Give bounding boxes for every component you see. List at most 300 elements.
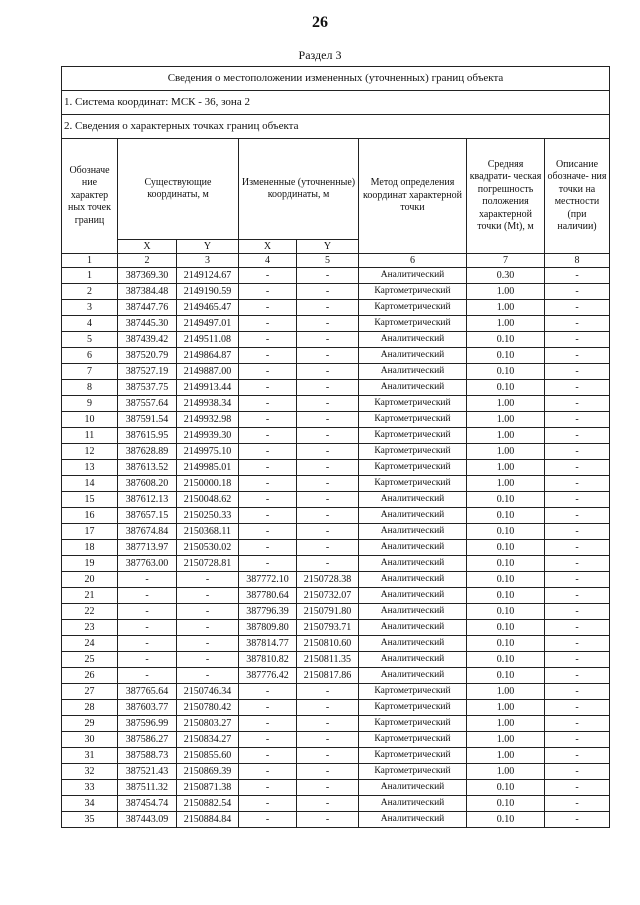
point-number-cell: 9 — [62, 396, 118, 412]
table-row — [62, 748, 610, 764]
existing-y-cell: - — [177, 620, 239, 636]
method-cell: Аналитический — [359, 812, 467, 828]
existing-x-cell: - — [118, 604, 177, 620]
description-cell: - — [545, 460, 610, 476]
changed-x-cell: - — [239, 316, 297, 332]
changed-y-cell: - — [297, 556, 359, 572]
description-cell: - — [545, 764, 610, 780]
description-cell: - — [545, 508, 610, 524]
existing-x-cell: - — [118, 636, 177, 652]
existing-x-cell: 387763.00 — [118, 556, 177, 572]
accuracy-cell: 1.00 — [467, 460, 545, 476]
existing-y-cell: 2150884.84 — [177, 812, 239, 828]
table-row — [62, 700, 610, 716]
existing-x-cell: 387521.43 — [118, 764, 177, 780]
method-cell: Аналитический — [359, 540, 467, 556]
table-row — [62, 412, 610, 428]
description-cell: - — [545, 700, 610, 716]
changed-x-cell: - — [239, 460, 297, 476]
existing-x-cell: 387520.79 — [118, 348, 177, 364]
existing-y-cell: 2150871.38 — [177, 780, 239, 796]
changed-x-cell: 387772.10 — [239, 572, 297, 588]
changed-x-cell: 387796.39 — [239, 604, 297, 620]
description-cell: - — [545, 716, 610, 732]
table-row — [62, 556, 610, 572]
existing-x-cell: 387603.77 — [118, 700, 177, 716]
column-number: 3 — [177, 254, 239, 268]
method-cell: Аналитический — [359, 652, 467, 668]
page-number: 26 — [312, 14, 328, 31]
description-cell: - — [545, 444, 610, 460]
table-row — [62, 508, 610, 524]
accuracy-cell: 0.10 — [467, 620, 545, 636]
existing-x-cell: 387384.48 — [118, 284, 177, 300]
table-row — [62, 668, 610, 684]
description-cell: - — [545, 812, 610, 828]
point-number-cell: 28 — [62, 700, 118, 716]
method-cell: Картометрический — [359, 412, 467, 428]
existing-x-cell: - — [118, 652, 177, 668]
column-number: 1 — [62, 254, 118, 268]
table-row — [62, 572, 610, 588]
existing-x-cell: 387765.64 — [118, 684, 177, 700]
changed-x-cell: - — [239, 524, 297, 540]
point-number-cell: 22 — [62, 604, 118, 620]
point-number-cell: 1 — [62, 268, 118, 284]
changed-x-cell: - — [239, 732, 297, 748]
table-row — [62, 684, 610, 700]
table-row — [62, 428, 610, 444]
method-cell: Аналитический — [359, 780, 467, 796]
header-existing-x: X — [118, 240, 177, 254]
point-number-cell: 12 — [62, 444, 118, 460]
method-cell: Аналитический — [359, 572, 467, 588]
method-cell: Аналитический — [359, 668, 467, 684]
changed-y-cell: - — [297, 268, 359, 284]
existing-x-cell: 387527.19 — [118, 364, 177, 380]
changed-x-cell: - — [239, 556, 297, 572]
changed-x-cell: - — [239, 412, 297, 428]
existing-y-cell: 2150803.27 — [177, 716, 239, 732]
header-method: Метод определения координат характерной точки — [359, 139, 467, 254]
table-row — [62, 444, 610, 460]
accuracy-cell: 0.10 — [467, 524, 545, 540]
accuracy-cell: 1.00 — [467, 748, 545, 764]
existing-y-cell: - — [177, 652, 239, 668]
table-row — [62, 796, 610, 812]
changed-x-cell: 387776.42 — [239, 668, 297, 684]
header-changed-coordinates: Измененные (уточненные) координаты, м — [239, 139, 359, 240]
table-title: Сведения о местоположении измененных (уточненных) границ объекта — [62, 67, 610, 91]
description-cell: - — [545, 524, 610, 540]
changed-y-cell: - — [297, 524, 359, 540]
existing-x-cell: 387713.97 — [118, 540, 177, 556]
method-cell: Аналитический — [359, 588, 467, 604]
accuracy-cell: 0.10 — [467, 636, 545, 652]
existing-x-cell: 387596.99 — [118, 716, 177, 732]
table-row — [62, 588, 610, 604]
existing-y-cell: 2149124.67 — [177, 268, 239, 284]
changed-y-cell: - — [297, 284, 359, 300]
point-number-cell: 14 — [62, 476, 118, 492]
point-number-cell: 31 — [62, 748, 118, 764]
point-number-cell: 26 — [62, 668, 118, 684]
changed-x-cell: - — [239, 684, 297, 700]
description-cell: - — [545, 476, 610, 492]
table-row — [62, 604, 610, 620]
existing-y-cell: 2150882.54 — [177, 796, 239, 812]
changed-y-cell: - — [297, 476, 359, 492]
method-cell: Картометрический — [359, 460, 467, 476]
changed-x-cell: - — [239, 444, 297, 460]
description-cell: - — [545, 668, 610, 684]
method-cell: Картометрический — [359, 284, 467, 300]
changed-y-cell: - — [297, 684, 359, 700]
existing-x-cell: 387447.76 — [118, 300, 177, 316]
description-cell: - — [545, 684, 610, 700]
point-number-cell: 33 — [62, 780, 118, 796]
description-cell: - — [545, 364, 610, 380]
method-cell: Картометрический — [359, 764, 467, 780]
changed-x-cell: - — [239, 364, 297, 380]
changed-x-cell: - — [239, 396, 297, 412]
changed-x-cell: 387780.64 — [239, 588, 297, 604]
table-row — [62, 764, 610, 780]
existing-y-cell: 2150368.11 — [177, 524, 239, 540]
point-number-cell: 35 — [62, 812, 118, 828]
existing-x-cell: 387439.42 — [118, 332, 177, 348]
accuracy-cell: 0.10 — [467, 796, 545, 812]
description-cell: - — [545, 780, 610, 796]
changed-y-cell: 2150728.38 — [297, 572, 359, 588]
existing-x-cell: - — [118, 572, 177, 588]
description-cell: - — [545, 348, 610, 364]
accuracy-cell: 0.10 — [467, 572, 545, 588]
accuracy-cell: 0.10 — [467, 492, 545, 508]
changed-x-cell: - — [239, 332, 297, 348]
existing-y-cell: 2149465.47 — [177, 300, 239, 316]
column-number: 6 — [359, 254, 467, 268]
method-cell: Аналитический — [359, 268, 467, 284]
existing-y-cell: 2149932.98 — [177, 412, 239, 428]
header-changed-x: X — [239, 240, 297, 254]
method-cell: Картометрический — [359, 700, 467, 716]
description-cell: - — [545, 428, 610, 444]
point-number-cell: 34 — [62, 796, 118, 812]
changed-y-cell: 2150791.80 — [297, 604, 359, 620]
changed-y-cell: - — [297, 780, 359, 796]
existing-x-cell: 387657.15 — [118, 508, 177, 524]
column-number: 8 — [545, 254, 610, 268]
table-row — [62, 316, 610, 332]
existing-y-cell: - — [177, 588, 239, 604]
accuracy-cell: 0.10 — [467, 812, 545, 828]
method-cell: Аналитический — [359, 524, 467, 540]
existing-y-cell: - — [177, 604, 239, 620]
changed-y-cell: - — [297, 508, 359, 524]
point-number-cell: 3 — [62, 300, 118, 316]
existing-y-cell: 2149913.44 — [177, 380, 239, 396]
changed-y-cell: - — [297, 764, 359, 780]
accuracy-cell: 0.10 — [467, 348, 545, 364]
changed-x-cell: - — [239, 284, 297, 300]
accuracy-cell: 0.10 — [467, 332, 545, 348]
description-cell: - — [545, 620, 610, 636]
existing-x-cell: 387591.54 — [118, 412, 177, 428]
existing-x-cell: 387445.30 — [118, 316, 177, 332]
table-row — [62, 716, 610, 732]
changed-y-cell: - — [297, 332, 359, 348]
accuracy-cell: 0.10 — [467, 588, 545, 604]
changed-y-cell: - — [297, 300, 359, 316]
accuracy-cell: 1.00 — [467, 700, 545, 716]
description-cell: - — [545, 572, 610, 588]
changed-x-cell: - — [239, 300, 297, 316]
existing-y-cell: 2150530.02 — [177, 540, 239, 556]
column-number-row — [62, 254, 610, 268]
method-cell: Аналитический — [359, 556, 467, 572]
method-cell: Аналитический — [359, 508, 467, 524]
changed-x-cell: 387809.80 — [239, 620, 297, 636]
existing-x-cell: 387628.89 — [118, 444, 177, 460]
changed-y-cell: 2150810.60 — [297, 636, 359, 652]
accuracy-cell: 1.00 — [467, 732, 545, 748]
method-cell: Картометрический — [359, 684, 467, 700]
point-number-cell: 17 — [62, 524, 118, 540]
accuracy-cell: 0.10 — [467, 508, 545, 524]
method-cell: Картометрический — [359, 316, 467, 332]
existing-x-cell: 387588.73 — [118, 748, 177, 764]
method-cell: Аналитический — [359, 348, 467, 364]
method-cell: Картометрический — [359, 476, 467, 492]
changed-x-cell: - — [239, 268, 297, 284]
description-cell: - — [545, 492, 610, 508]
accuracy-cell: 0.30 — [467, 268, 545, 284]
points-heading: 2. Сведения о характерных точках границ объекта — [62, 115, 610, 139]
existing-y-cell: 2149864.87 — [177, 348, 239, 364]
point-number-cell: 5 — [62, 332, 118, 348]
header-existing-coordinates: Существующие координаты, м — [118, 139, 239, 240]
table-row — [62, 620, 610, 636]
existing-y-cell: 2149511.08 — [177, 332, 239, 348]
changed-y-cell: - — [297, 748, 359, 764]
existing-y-cell: 2149939.30 — [177, 428, 239, 444]
point-number-cell: 4 — [62, 316, 118, 332]
existing-x-cell: 387586.27 — [118, 732, 177, 748]
existing-y-cell: 2149190.59 — [177, 284, 239, 300]
point-number-cell: 15 — [62, 492, 118, 508]
existing-y-cell: 2150834.27 — [177, 732, 239, 748]
description-cell: - — [545, 300, 610, 316]
coordinate-system: 1. Система координат: МСК - 36, зона 2 — [62, 91, 610, 115]
changed-x-cell: - — [239, 492, 297, 508]
existing-y-cell: 2150746.34 — [177, 684, 239, 700]
changed-x-cell: - — [239, 764, 297, 780]
table-row — [62, 364, 610, 380]
table-row — [62, 524, 610, 540]
changed-x-cell: - — [239, 508, 297, 524]
description-cell: - — [545, 540, 610, 556]
accuracy-cell: 0.10 — [467, 364, 545, 380]
changed-y-cell: - — [297, 380, 359, 396]
changed-x-cell: - — [239, 348, 297, 364]
accuracy-cell: 1.00 — [467, 316, 545, 332]
description-cell: - — [545, 332, 610, 348]
table-row — [62, 732, 610, 748]
table-row — [62, 300, 610, 316]
existing-y-cell: 2149975.10 — [177, 444, 239, 460]
accuracy-cell: 1.00 — [467, 412, 545, 428]
header-existing-y: Y — [177, 240, 239, 254]
table-row — [62, 812, 610, 828]
accuracy-cell: 0.10 — [467, 556, 545, 572]
accuracy-cell: 0.10 — [467, 668, 545, 684]
changed-y-cell: - — [297, 364, 359, 380]
existing-x-cell: - — [118, 668, 177, 684]
existing-y-cell: 2149985.01 — [177, 460, 239, 476]
existing-x-cell: 387511.32 — [118, 780, 177, 796]
existing-y-cell: 2149938.34 — [177, 396, 239, 412]
accuracy-cell: 1.00 — [467, 444, 545, 460]
existing-x-cell: - — [118, 588, 177, 604]
point-number-cell: 2 — [62, 284, 118, 300]
description-cell: - — [545, 588, 610, 604]
point-number-cell: 32 — [62, 764, 118, 780]
method-cell: Картометрический — [359, 396, 467, 412]
point-number-cell: 29 — [62, 716, 118, 732]
accuracy-cell: 1.00 — [467, 716, 545, 732]
point-number-cell: 23 — [62, 620, 118, 636]
point-number-cell: 20 — [62, 572, 118, 588]
changed-y-cell: 2150811.35 — [297, 652, 359, 668]
changed-y-cell: 2150817.86 — [297, 668, 359, 684]
description-cell: - — [545, 604, 610, 620]
table-row — [62, 348, 610, 364]
method-cell: Аналитический — [359, 636, 467, 652]
table-row — [62, 476, 610, 492]
existing-y-cell: 2150780.42 — [177, 700, 239, 716]
changed-y-cell: - — [297, 460, 359, 476]
changed-x-cell: 387814.77 — [239, 636, 297, 652]
changed-y-cell: - — [297, 812, 359, 828]
table-row — [62, 396, 610, 412]
changed-x-cell: - — [239, 476, 297, 492]
accuracy-cell: 1.00 — [467, 684, 545, 700]
header-accuracy: Средняя квадрати- ческая погрешность положения характерной точки (Mt), м — [467, 139, 545, 254]
table-row — [62, 780, 610, 796]
changed-y-cell: - — [297, 700, 359, 716]
changed-x-cell: 387810.82 — [239, 652, 297, 668]
table-row — [62, 540, 610, 556]
changed-x-cell: - — [239, 796, 297, 812]
point-number-cell: 19 — [62, 556, 118, 572]
accuracy-cell: 1.00 — [467, 300, 545, 316]
column-number: 4 — [239, 254, 297, 268]
method-cell: Картометрический — [359, 428, 467, 444]
description-cell: - — [545, 316, 610, 332]
existing-y-cell: - — [177, 636, 239, 652]
existing-x-cell: - — [118, 620, 177, 636]
table-row — [62, 332, 610, 348]
changed-x-cell: - — [239, 748, 297, 764]
description-cell: - — [545, 652, 610, 668]
existing-x-cell: 387443.09 — [118, 812, 177, 828]
changed-y-cell: - — [297, 444, 359, 460]
description-cell: - — [545, 412, 610, 428]
description-cell: - — [545, 284, 610, 300]
boundary-points-table — [61, 66, 610, 828]
changed-y-cell: - — [297, 412, 359, 428]
changed-y-cell: 2150793.71 — [297, 620, 359, 636]
existing-y-cell: 2150250.33 — [177, 508, 239, 524]
description-cell: - — [545, 748, 610, 764]
table-row — [62, 284, 610, 300]
changed-y-cell: - — [297, 732, 359, 748]
accuracy-cell: 0.10 — [467, 540, 545, 556]
changed-x-cell: - — [239, 780, 297, 796]
description-cell: - — [545, 796, 610, 812]
existing-x-cell: 387615.95 — [118, 428, 177, 444]
accuracy-cell: 0.10 — [467, 380, 545, 396]
description-cell: - — [545, 268, 610, 284]
existing-x-cell: 387537.75 — [118, 380, 177, 396]
existing-x-cell: 387369.30 — [118, 268, 177, 284]
accuracy-cell: 1.00 — [467, 284, 545, 300]
point-number-cell: 27 — [62, 684, 118, 700]
point-number-cell: 7 — [62, 364, 118, 380]
description-cell: - — [545, 732, 610, 748]
accuracy-cell: 1.00 — [467, 764, 545, 780]
method-cell: Аналитический — [359, 364, 467, 380]
method-cell: Картометрический — [359, 300, 467, 316]
method-cell: Аналитический — [359, 620, 467, 636]
existing-y-cell: 2149887.00 — [177, 364, 239, 380]
point-number-cell: 18 — [62, 540, 118, 556]
changed-x-cell: - — [239, 812, 297, 828]
method-cell: Картометрический — [359, 444, 467, 460]
description-cell: - — [545, 396, 610, 412]
method-cell: Картометрический — [359, 716, 467, 732]
point-number-cell: 10 — [62, 412, 118, 428]
method-cell: Аналитический — [359, 604, 467, 620]
header-designation: Обозначе ние характер ных точек границ — [62, 139, 118, 254]
accuracy-cell: 1.00 — [467, 476, 545, 492]
table-row — [62, 492, 610, 508]
changed-y-cell: - — [297, 716, 359, 732]
existing-y-cell: 2150728.81 — [177, 556, 239, 572]
header-changed-y: Y — [297, 240, 359, 254]
method-cell: Аналитический — [359, 796, 467, 812]
changed-y-cell: - — [297, 316, 359, 332]
accuracy-cell: 1.00 — [467, 396, 545, 412]
method-cell: Аналитический — [359, 492, 467, 508]
changed-y-cell: - — [297, 428, 359, 444]
point-number-cell: 6 — [62, 348, 118, 364]
point-number-cell: 16 — [62, 508, 118, 524]
method-cell: Картометрический — [359, 748, 467, 764]
table-row — [62, 268, 610, 284]
accuracy-cell: 0.10 — [467, 780, 545, 796]
changed-x-cell: - — [239, 700, 297, 716]
changed-y-cell: - — [297, 396, 359, 412]
accuracy-cell: 1.00 — [467, 428, 545, 444]
accuracy-cell: 0.10 — [467, 604, 545, 620]
header-description: Описание обозначе- ния точки на местности (при наличии) — [545, 139, 610, 254]
changed-x-cell: - — [239, 716, 297, 732]
changed-x-cell: - — [239, 380, 297, 396]
method-cell: Картометрический — [359, 732, 467, 748]
method-cell: Аналитический — [359, 380, 467, 396]
